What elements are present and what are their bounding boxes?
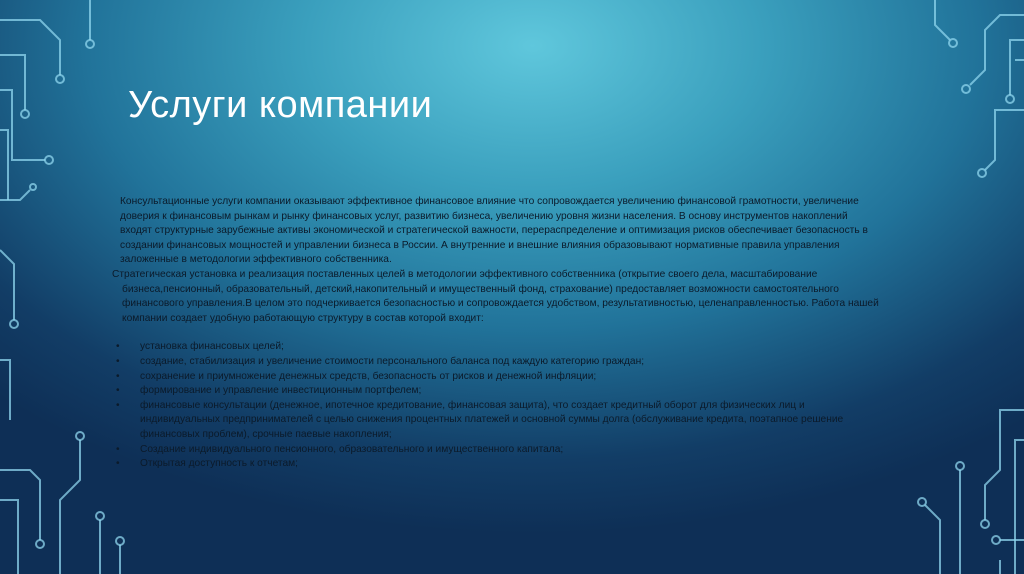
- paragraph-intro: [112, 195, 912, 268]
- paragraph-line: входят структурные зарубежные активы экономической и стратегической важности, перераспределение и оптимизация рисков обеспечивает безопасность в: [120, 225, 868, 237]
- bullet-icon: •: [116, 370, 120, 382]
- list-item: [112, 384, 912, 399]
- bullet-icon: •: [116, 399, 120, 411]
- bullet-icon: •: [116, 341, 120, 353]
- list-item-text: установка финансовых целей;: [140, 341, 284, 353]
- list-item: [112, 340, 912, 355]
- bullet-icon: •: [116, 458, 120, 470]
- list-item-text: финансовые консультации (денежное, ипотечное кредитование, финансовая защита), что создает кредитный оборот для физических лиц и: [140, 399, 805, 411]
- paragraph-line: заложенные в методологии эффективного собственника.: [120, 254, 392, 266]
- list-item-text: сохранение и приумножение денежных средств, безопасность от рисков и денежной инфляции;: [140, 370, 597, 382]
- list-item-text: Открытая доступность к отчетам;: [140, 458, 298, 470]
- list-item-text: индивидуальных предпринимателей с целью снижения процентных платежей и основной суммы долга (обслуживание кредита, поэтапное решение: [140, 414, 844, 426]
- list-item: [112, 457, 912, 472]
- paragraph-line: бизнеса,пенсионный, образовательный, детский,накопительный и имущественный фонд, страхование) предоставляет возможности самостоятельного: [122, 283, 839, 295]
- slide-body: [112, 195, 912, 472]
- list-item: [112, 370, 912, 385]
- paragraph-strategy: [112, 268, 912, 326]
- paragraph-line: доверия к финансовым рынкам и рынку финансовых услуг, развитию бизнеса, увеличению уровня жизни населения. В основу инструментов накоплений: [120, 210, 848, 222]
- paragraph-line: Консультационные услуги компании оказывают эффективное финансовое влияние что сопровождается увеличению финансовой грамотности, увеличение: [120, 196, 859, 207]
- list-item-text: формирование и управление инвестиционным портфелем;: [140, 385, 422, 397]
- paragraph-line: Стратегическая установка и реализация поставленных целей в методологии эффективного собственника (открытие своего дела, масштабирование: [112, 268, 818, 280]
- list-item-text: Создание индивидуального пенсионного, образовательного и имущественного капитала;: [140, 443, 564, 455]
- paragraph-line: финансового управления.В целом это подчеркивается безопасностью и сопровождается удобством, результативностью, целенаправленностью. Работа нашей: [122, 298, 879, 310]
- list-item-text: создание, стабилизация и увеличение стоимости персонального баланса под каждую категорию граждан;: [140, 355, 645, 367]
- bullet-icon: •: [116, 355, 120, 367]
- paragraph-line: компании создает удобную работающую структуру в состав которой входит:: [122, 312, 484, 324]
- bullet-icon: •: [116, 385, 120, 397]
- paragraph-line: создании финансовых мощностей и управлении бизнеса в России. А внутренние и внешние влияния образовывают нормативные правила управления: [120, 239, 840, 251]
- slide-title: Услуги компании: [128, 84, 433, 126]
- list-item: [112, 355, 912, 370]
- services-list: [112, 340, 912, 471]
- bullet-icon: •: [116, 443, 120, 455]
- list-item-text: финансовых проблем), срочные паевые накопления;: [140, 428, 392, 440]
- list-item: [112, 399, 912, 443]
- list-item: [112, 443, 912, 458]
